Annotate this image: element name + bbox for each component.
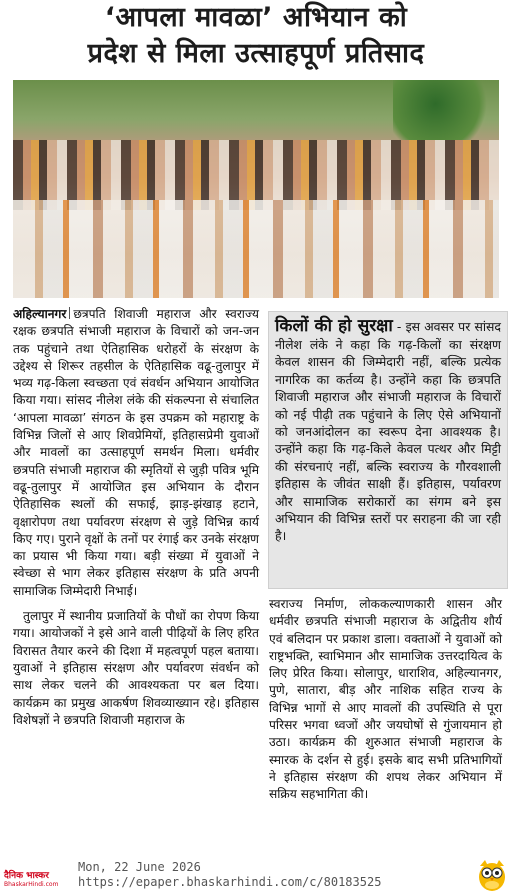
photo-trees xyxy=(393,80,499,140)
news-photo xyxy=(13,80,499,298)
dateline: अहिल्यानगर xyxy=(13,307,67,321)
owl-mascot-icon xyxy=(476,856,508,892)
logo-title: दैनिक भास्कर xyxy=(4,871,49,881)
highlight-box xyxy=(268,311,508,589)
dateline-separator xyxy=(69,307,70,319)
highlight-box-body: - इस अवसर पर सांसद नीलेश लंके ने कहा कि गढ़-किलों का संरक्षण केवल शासन की जिम्मेदारी नहीं, बल्कि प्रत्येक नागरिक का कर्तव्य है। उन्होंने कहा कि छत्रपति शिवाजी महाराज और संभाजी महाराज के विचारों को नई पीढ़ी तक पहुंचाने के लिए ऐसे अभियानों को जनआंदोलन का स्वरूप देना आवश्यक है। उन्होंने कहा कि गढ़-किले केवल पत्थर और मिट्टी की संरचनाएं नहीं, बल्कि स्वराज्य के गौरवशाली इतिहास के जीवंत साक्षी हैं। इतिहास, पर्यावरण और सामाजिक सरोकारों का संगम बने इस अभियान की विभिन्न स्तरों पर सराहना की जा रही है। xyxy=(275,319,501,544)
publish-date: Mon, 22 June 2026 xyxy=(78,860,201,874)
headline-line-1: ‘आपला मावळा’ अभियान को xyxy=(104,2,408,33)
article-paragraph-2: तुलापुर में स्थानीय प्रजातियों के पौधों का रोपण किया गया। आयोजकों ने इसे आने वाली पीढ़ियों के लिए हरित विरासत तैयार करने की दिशा में महत्वपूर्ण पहल बताया। युवाओं ने इतिहास संरक्षण और पर्यावरण संवर्धन को साथ लेकर चलने की आवश्यकता पर बल दिया। कार्यक्रम का प्रमुख आकर्षण शिवव्याख्यान रहे। इतिहास विशेषज्ञों ने छत्रपति शिवाजी महाराज के xyxy=(13,609,259,727)
headline-line-2: प्रदेश से मिला उत्साहपूर्ण प्रतिसाद xyxy=(87,38,425,69)
headline xyxy=(0,0,512,76)
article-paragraph-3: स्वराज्य निर्माण, लोककल्याणकारी शासन और धर्मवीर छत्रपति संभाजी महाराज के अद्वितीय शौर्य एवं बलिदान पर प्रकाश डाला। वक्ताओं ने युवाओं को राष्ट्रभक्ति, स्वाभिमान और सामाजिक उत्तरदायित्व के लिए प्रेरित किया। सोलापुर, धाराशिव, अहिल्यानगर, पुणे, सातारा, बीड़ और नाशिक सहित राज्य के विभिन्न भागों से आए मावलों की उपस्थिति से पूरा परिसर भगवा ध्वजों और जयघोषों से गुंजायमान हो उठा। कार्यक्रम की शुरुआत संभाजी महाराज के स्मारक के दर्शन से हुई। इसके बाद सभी प्रतिभागियों ने इतिहास संरक्षण की शपथ लेकर अभियान में सक्रिय सहभागिता की। xyxy=(269,597,502,802)
article-paragraph-1 xyxy=(13,306,259,600)
article-right-column xyxy=(269,596,502,804)
highlight-box-heading: किलों की हो सुरक्षा xyxy=(275,316,393,336)
publisher-logo xyxy=(4,871,62,893)
footer-meta xyxy=(78,860,381,890)
photo-foreground xyxy=(13,200,499,298)
epaper-url[interactable]: https://epaper.bhaskarhindi.com/c/80183525 xyxy=(78,875,382,889)
article-left-column xyxy=(13,306,259,729)
article-paragraph-1-text: छत्रपति शिवाजी महाराज और स्वराज्य रक्षक छत्रपति संभाजी महाराज के विचारों को जन-जन तक पहुंचाने तथा ऐतिहासिक धरोहरों के संरक्षण के उद्देश्य से शिरूर तहसील के ऐतिहासिक वढू-तुलापुर में भव्य गढ़-किला स्वच्छता एवं संवर्धन अभियान आयोजित किया गया। सांसद नीलेश लंके की संकल्पना से संचालित ‘आपला मावळा’ संगठन के इस उपक्रम को महाराष्ट्र के विभिन्न जिलों से आए शिवप्रेमियों, इतिहासप्रेमी युवाओं और मावलों का उत्साहपूर्ण समर्थन मिला। धर्मवीर छत्रपति संभाजी महाराज की स्मृतियों से जुड़ी पवित्र भूमि वढू-तुलापुर में आयोजित इस अभियान के दौरान ऐतिहासिक स्थलों की सफाई, झाड़-झंखाड़ हटाने, वृक्षारोपण तथा पर्यावरण संरक्षण से जुड़े विभिन्न कार्य किए गए। पुराने वृक्षों के तनों पर रंगाई कर उनके संरक्षण का प्रयास भी किया गया। बड़ी संख्या में युवाओं ने स्वेच्छा से भाग लेकर इतिहास संरक्षण के प्रति अपनी सामाजिक जिम्मेदारी निभाई। xyxy=(13,307,259,598)
logo-subtitle: BhaskarHindi.com xyxy=(4,881,59,888)
highlight-box-text xyxy=(275,316,501,545)
